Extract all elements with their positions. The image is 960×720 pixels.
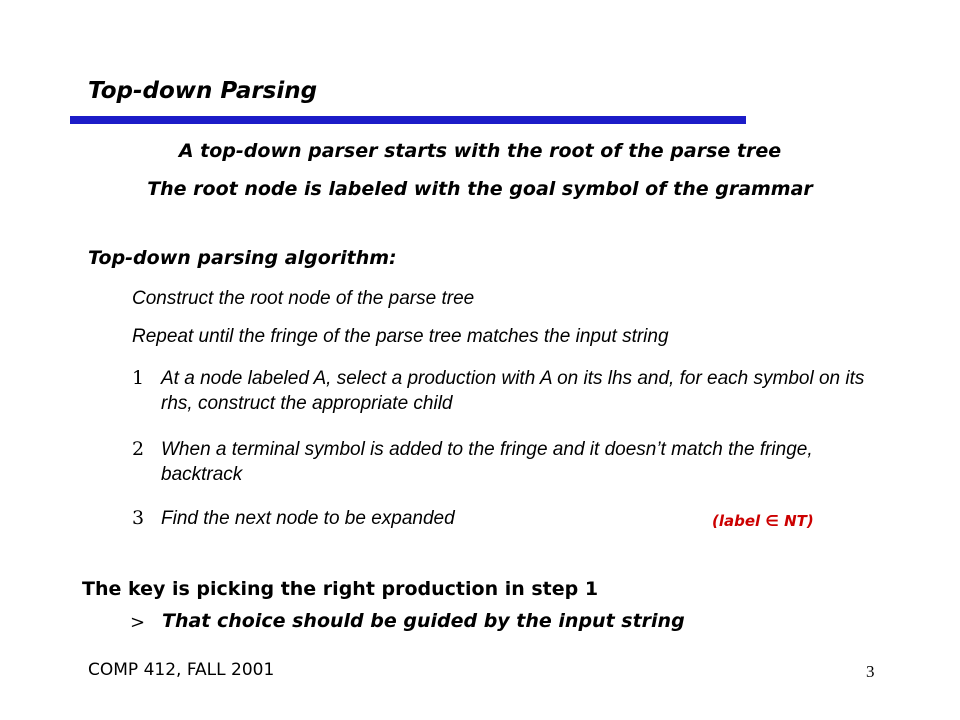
step-repeat: Repeat until the fringe of the parse tree matches the input string [132, 326, 669, 347]
substep-3-text: Find the next node to be expanded [161, 508, 455, 529]
algorithm-heading: Top-down parsing algorithm: [88, 247, 397, 269]
key-point: The key is picking the right production in step 1 [82, 578, 599, 600]
footer-course: COMP 412, FALL 2001 [88, 660, 275, 680]
bullet-arrow-icon: > [130, 612, 146, 633]
key-subpoint: That choice should be guided by the input string [162, 610, 685, 632]
substep-2-text: When a terminal symbol is added to the fringe and it doesn’t match the fringe, backtrack [161, 439, 813, 485]
substep-2-number: 2 [132, 438, 145, 460]
title-underline [70, 116, 746, 124]
substep-3-number: 3 [132, 507, 145, 529]
slide-title: Top-down Parsing [88, 78, 318, 104]
page-number: 3 [866, 662, 875, 681]
nonterminal-note: (label ∈ NT) [712, 512, 814, 530]
substep-1-text: At a node labeled A, select a production with A on its lhs and, for each symbol on its rhs, construct the appropriate child [161, 368, 865, 414]
intro-line-2: The root node is labeled with the goal symbol of the grammar [147, 178, 813, 200]
step-construct-root: Construct the root node of the parse tree [132, 288, 475, 309]
intro-line-1: A top-down parser starts with the root of the parse tree [178, 140, 782, 162]
substep-1-number: 1 [132, 367, 145, 389]
